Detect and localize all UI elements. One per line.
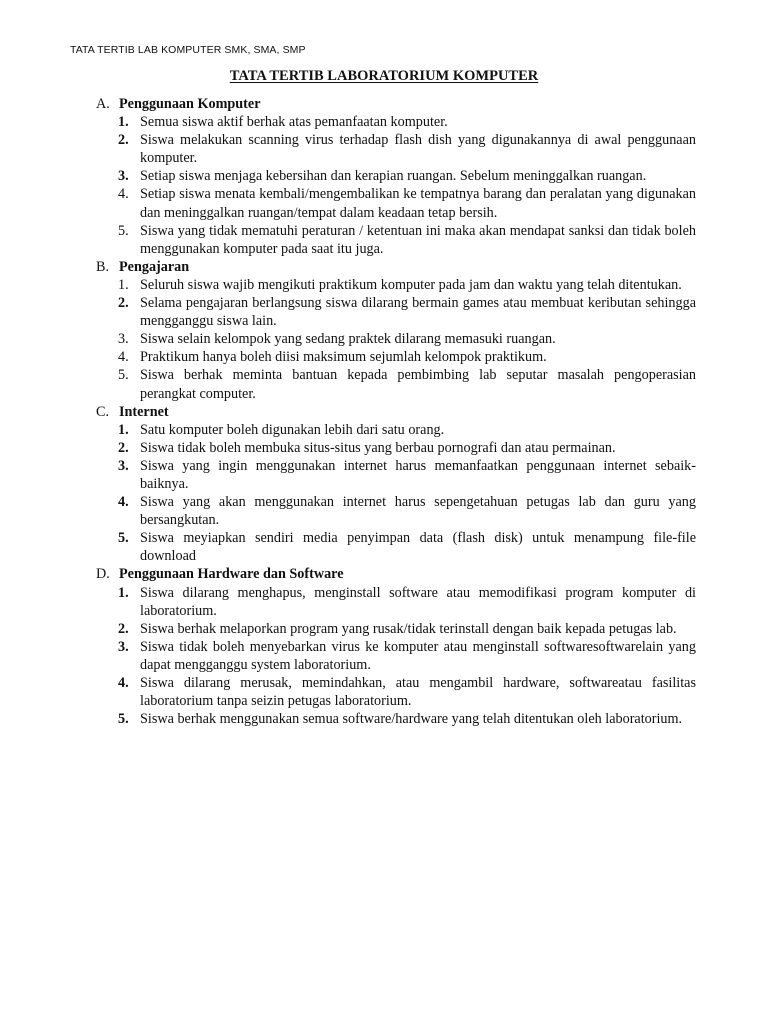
section-penggunaan-hardware-software: [96, 565, 696, 728]
item-number: 1.: [118, 114, 129, 131]
running-header: TATA TERTIB LAB KOMPUTER SMK, SMA, SMP: [70, 44, 306, 56]
list-item: [118, 294, 696, 330]
item-number: 3.: [118, 168, 129, 185]
document-title: TATA TERTIB LABORATORIUM KOMPUTER: [229, 68, 539, 84]
section-title: Pengajaran: [119, 258, 190, 275]
item-number: 1.: [118, 421, 129, 438]
item-number: 2.: [118, 620, 129, 637]
item-number: 5.: [118, 367, 129, 384]
item-number: 5.: [118, 222, 129, 239]
item-number: 4.: [118, 186, 129, 203]
list-item: [118, 222, 696, 258]
section-letter: B.: [96, 258, 110, 275]
item-number: 2.: [118, 439, 129, 456]
list-item: [118, 710, 696, 728]
item-text: Siswa yang ingin menggunakan internet harus memanfaatkan penggunaan internet sebaik-baiknya.: [140, 457, 696, 492]
list-item: [118, 167, 696, 185]
list-item: [118, 131, 696, 167]
item-text: Siswa tidak boleh menyebarkan virus ke komputer atau menginstall softwaresoftwarelain yang dapat mengganggu system laboratorium.: [140, 638, 696, 673]
item-number: 2.: [118, 295, 129, 312]
section-title: Internet: [119, 403, 169, 420]
item-text: Praktikum hanya boleh diisi maksimum sejumlah kelompok praktikum.: [140, 349, 547, 366]
list-item: [118, 493, 696, 529]
item-text: Satu komputer boleh digunakan lebih dari satu orang.: [140, 421, 445, 438]
item-number: 1.: [118, 276, 129, 293]
item-number: 3.: [118, 457, 129, 474]
list-item: [118, 366, 696, 402]
item-text: Siswa yang akan menggunakan internet harus sepengetahuan petugas lab dan guru yang bersangkutan.: [140, 494, 696, 529]
item-text: Siswa meyiapkan sendiri media penyimpan data (flash disk) untuk menampung file-file download: [140, 530, 696, 565]
list-item: [118, 421, 696, 439]
section-title: Penggunaan Hardware dan Software: [119, 566, 344, 583]
item-number: 4.: [118, 349, 129, 366]
list-item: [118, 439, 696, 457]
list-item: [118, 113, 696, 131]
item-number: 3.: [118, 331, 129, 348]
item-text: Siswa dilarang menghapus, menginstall software atau memodifikasi program komputer di laboratorium.: [140, 584, 696, 619]
list-item: [118, 330, 696, 348]
item-number: 5.: [118, 530, 129, 547]
list-item: [118, 674, 696, 710]
list-item: [118, 584, 696, 620]
item-text: Setiap siswa menata kembali/mengembalikan ke tempatnya barang dan peralatan yang digunakan dan meninggalkan ruangan/tempat dalam keadaan tetap bersih.: [140, 186, 696, 221]
item-text: Semua siswa aktif berhak atas pemanfaatan komputer.: [140, 114, 448, 131]
list-item: [118, 638, 696, 674]
list-item: [118, 276, 696, 294]
section-letter: A.: [96, 96, 110, 112]
item-text: Siswa berhak meminta bantuan kepada pembimbing lab seputar masalah pengoperasian perangkat computer.: [140, 367, 696, 402]
list-item: [118, 185, 696, 221]
item-text: Seluruh siswa wajib mengikuti praktikum komputer pada jam dan waktu yang telah ditentukan.: [140, 276, 682, 293]
item-text: Siswa melakukan scanning virus terhadap flash dish yang digunakannya di awal penggunaan komputer.: [140, 132, 696, 167]
item-number: 2.: [118, 132, 129, 149]
section-internet: [96, 403, 696, 566]
item-text: Selama pengajaran berlangsung siswa dilarang bermain games atau membuat keributan sehingga mengganggu siswa lain.: [140, 295, 696, 330]
document-body: [96, 95, 696, 728]
section-penggunaan-komputer: [96, 95, 696, 258]
section-letter: D.: [96, 566, 110, 583]
item-text: Setiap siswa menjaga kebersihan dan kerapian ruangan. Sebelum meninggalkan ruangan.: [140, 168, 647, 185]
item-text: Siswa selain kelompok yang sedang praktek dilarang memasuki ruangan.: [140, 331, 556, 348]
list-item: [118, 529, 696, 565]
list-item: [118, 620, 696, 638]
item-text: Siswa berhak menggunakan semua software/hardware yang telah ditentukan oleh laboratorium.: [140, 711, 683, 728]
item-number: 5.: [118, 711, 129, 728]
section-pengajaran: [96, 258, 696, 403]
list-item: [118, 348, 696, 366]
list-item: [118, 457, 696, 493]
item-number: 4.: [118, 675, 129, 691]
item-number: 3.: [118, 638, 129, 655]
item-number: 4.: [118, 494, 129, 511]
item-text: Siswa yang tidak mematuhi peraturan / ketentuan ini maka akan mendapat sanksi dan tidak boleh menggunakan komputer pada saat itu juga.: [140, 222, 696, 257]
item-number: 1.: [118, 584, 129, 601]
item-text: Siswa berhak melaporkan program yang rusak/tidak terinstall dengan baik kepada petugas lab.: [140, 620, 677, 637]
section-letter: C.: [96, 403, 110, 420]
section-title: Penggunaan Komputer: [119, 96, 261, 112]
item-text: Siswa dilarang merusak, memindahkan, atau mengambil hardware, softwareatau fasilitas laboratorium tanpa seizin petugas laboratorium.: [140, 675, 696, 710]
item-text: Siswa tidak boleh membuka situs-situs yang berbau pornografi dan atau permainan.: [140, 439, 616, 456]
